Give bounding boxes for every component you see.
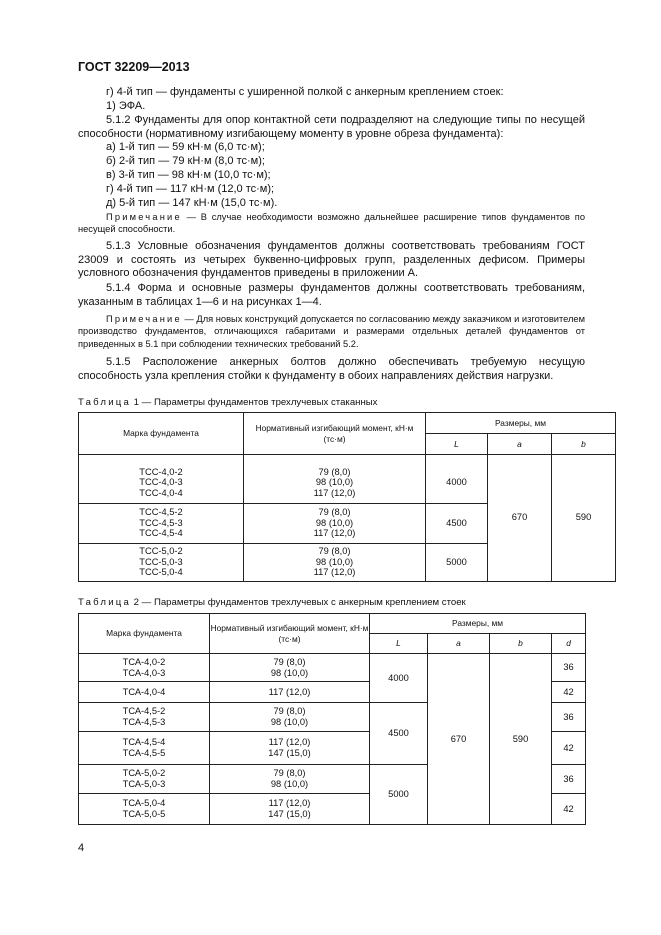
paragraph-5-1-4: 5.1.4 Форма и основные размеры фундаментов должны соответствовать требованиям, указанным в таблицах 1—6 и на рисунках 1—4.	[78, 282, 585, 308]
note-text: — В случае необходимости возможно дальнейшее расширение типов фундаментов по несущей способности.	[78, 212, 585, 235]
table-cell-d: 42	[552, 732, 586, 765]
table1-a-value: 670	[488, 455, 552, 582]
table-cell-moments: 79 (8,0) 98 (10,0) 117 (12,0)	[244, 463, 426, 503]
header-b: b	[490, 634, 552, 654]
table-cell-marks: ТСА-4,0-2 ТСА-4,0-3	[79, 654, 210, 682]
table-cell-L: 4500	[370, 703, 428, 765]
table-cell-moments: 79 (8,0) 98 (10,0)	[210, 703, 370, 732]
header-b: b	[552, 434, 616, 455]
note-label: Примечание	[106, 314, 182, 324]
table1-caption	[78, 397, 377, 408]
table2-b-value: 590	[490, 654, 552, 825]
table-cell-moments: 117 (12,0) 147 (15,0)	[210, 794, 370, 825]
caption-label: Таблица	[78, 597, 132, 608]
table1	[78, 412, 616, 582]
table-cell-moments: 117 (12,0) 147 (15,0)	[210, 732, 370, 765]
table-cell-L: 4500	[426, 503, 488, 543]
paragraph-efa: 1) ЭФА.	[106, 100, 146, 112]
table-cell-marks: ТСС-4,5-2 ТСС-4,5-3 ТСС-4,5-4	[79, 503, 244, 543]
note-label: Примечание	[106, 212, 182, 222]
header-a: a	[488, 434, 552, 455]
paragraph-5-1-2: 5.1.2 Фундаменты для опор контактной сети подразделяют на следующие типы по несущей способности (нормативному изгибающему моменту в уровне обреза фундамента):	[78, 114, 585, 140]
note-text: — Для новых конструкций допускается по согласованию между заказчиком и изготовителем производство фундаментов, отличающихся габаритами и размерами отдельных деталей фундаментов от приведенных в 5.1 при соблюдении технических требований 5.2.	[78, 314, 585, 349]
table-cell-L: 4000	[426, 463, 488, 503]
type-item: а) 1-й тип — 59 кН·м (6,0 тс·м);	[106, 141, 265, 153]
table-cell-marks: ТСА-5,0-2 ТСА-5,0-3	[79, 765, 210, 794]
header-L: L	[370, 634, 428, 654]
header-moment: Нормативный изгибающий момент, кН·м (тс·м)	[244, 413, 426, 455]
note-2	[78, 313, 585, 350]
table-cell-moments: 79 (8,0) 98 (10,0)	[210, 654, 370, 682]
table-cell-marks: ТСА-4,5-4 ТСА-4,5-5	[79, 732, 210, 765]
header-mark: Марка фундамента	[79, 413, 244, 455]
paragraph-type4: г) 4-й тип — фундаменты с уширенной полкой с анкерным креплением стоек:	[106, 86, 504, 98]
table-cell-moments: 79 (8,0) 98 (10,0) 117 (12,0)	[244, 543, 426, 581]
header-dimensions: Размеры, мм	[426, 413, 616, 434]
table-cell-marks: ТСА-4,0-4	[79, 682, 210, 703]
document-header: ГОСТ 32209—2013	[78, 60, 190, 74]
table-cell-d: 36	[552, 703, 586, 732]
table-cell-d: 42	[552, 682, 586, 703]
table2	[78, 613, 586, 825]
header-mark: Марка фундамента	[79, 614, 210, 654]
header-L: L	[426, 434, 488, 455]
header-a: a	[428, 634, 490, 654]
page-number: 4	[78, 842, 85, 854]
paragraph-5-1-5: 5.1.5 Расположение анкерных болтов должно обеспечивать требуемую несущую способность узла крепления стойки к фундаменту в обоих направлениях действия нагрузки.	[78, 356, 585, 382]
table-cell-d: 36	[552, 765, 586, 794]
table-cell-d: 42	[552, 794, 586, 825]
table-cell-L: 4000	[370, 654, 428, 703]
table-cell-moments: 79 (8,0) 98 (10,0)	[210, 765, 370, 794]
table2-a-value: 670	[428, 654, 490, 825]
caption-text: 1 — Параметры фундаментов трехлучевых стаканных	[131, 397, 378, 408]
table1-b-value: 590	[552, 455, 616, 582]
header-dimensions: Размеры, мм	[370, 614, 586, 634]
table-cell-L: 5000	[426, 543, 488, 581]
type-item: д) 5-й тип — 147 кН·м (15,0 тс·м).	[106, 197, 278, 209]
header-moment: Нормативный изгибающий момент, кН·м (тс·м)	[210, 614, 370, 654]
caption-label: Таблица	[78, 397, 132, 408]
table-cell-marks: ТСА-4,5-2 ТСА-4,5-3	[79, 703, 210, 732]
table-cell-marks: ТСС-5,0-2 ТСС-5,0-3 ТСС-5,0-4	[79, 543, 244, 581]
table-cell-marks: ТСС-4,0-2 ТСС-4,0-3 ТСС-4,0-4	[79, 463, 244, 503]
table-cell-L: 5000	[370, 765, 428, 825]
table-cell-moments: 79 (8,0) 98 (10,0) 117 (12,0)	[244, 503, 426, 543]
table2-caption	[78, 597, 466, 608]
note-1	[78, 211, 585, 236]
paragraph-5-1-3: 5.1.3 Условные обозначения фундаментов должны соответствовать требованиям ГОСТ 23009 и состоять из четырех буквенно-цифровых групп, разделенных дефисом. Примеры условного обозначения фундаментов приведены в приложении А.	[78, 240, 585, 280]
table-cell-moments: 117 (12,0)	[210, 682, 370, 703]
header-d: d	[552, 634, 586, 654]
caption-text: 2 — Параметры фундаментов трехлучевых с анкерным креплением стоек	[131, 597, 466, 608]
table-cell-d: 36	[552, 654, 586, 682]
type-item: г) 4-й тип — 117 кН·м (12,0 тс·м);	[106, 183, 275, 195]
table-cell-marks: ТСА-5,0-4 ТСА-5,0-5	[79, 794, 210, 825]
type-item: в) 3-й тип — 98 кН·м (10,0 тс·м);	[106, 169, 271, 181]
type-item: б) 2-й тип — 79 кН·м (8,0 тс·м);	[106, 155, 265, 167]
